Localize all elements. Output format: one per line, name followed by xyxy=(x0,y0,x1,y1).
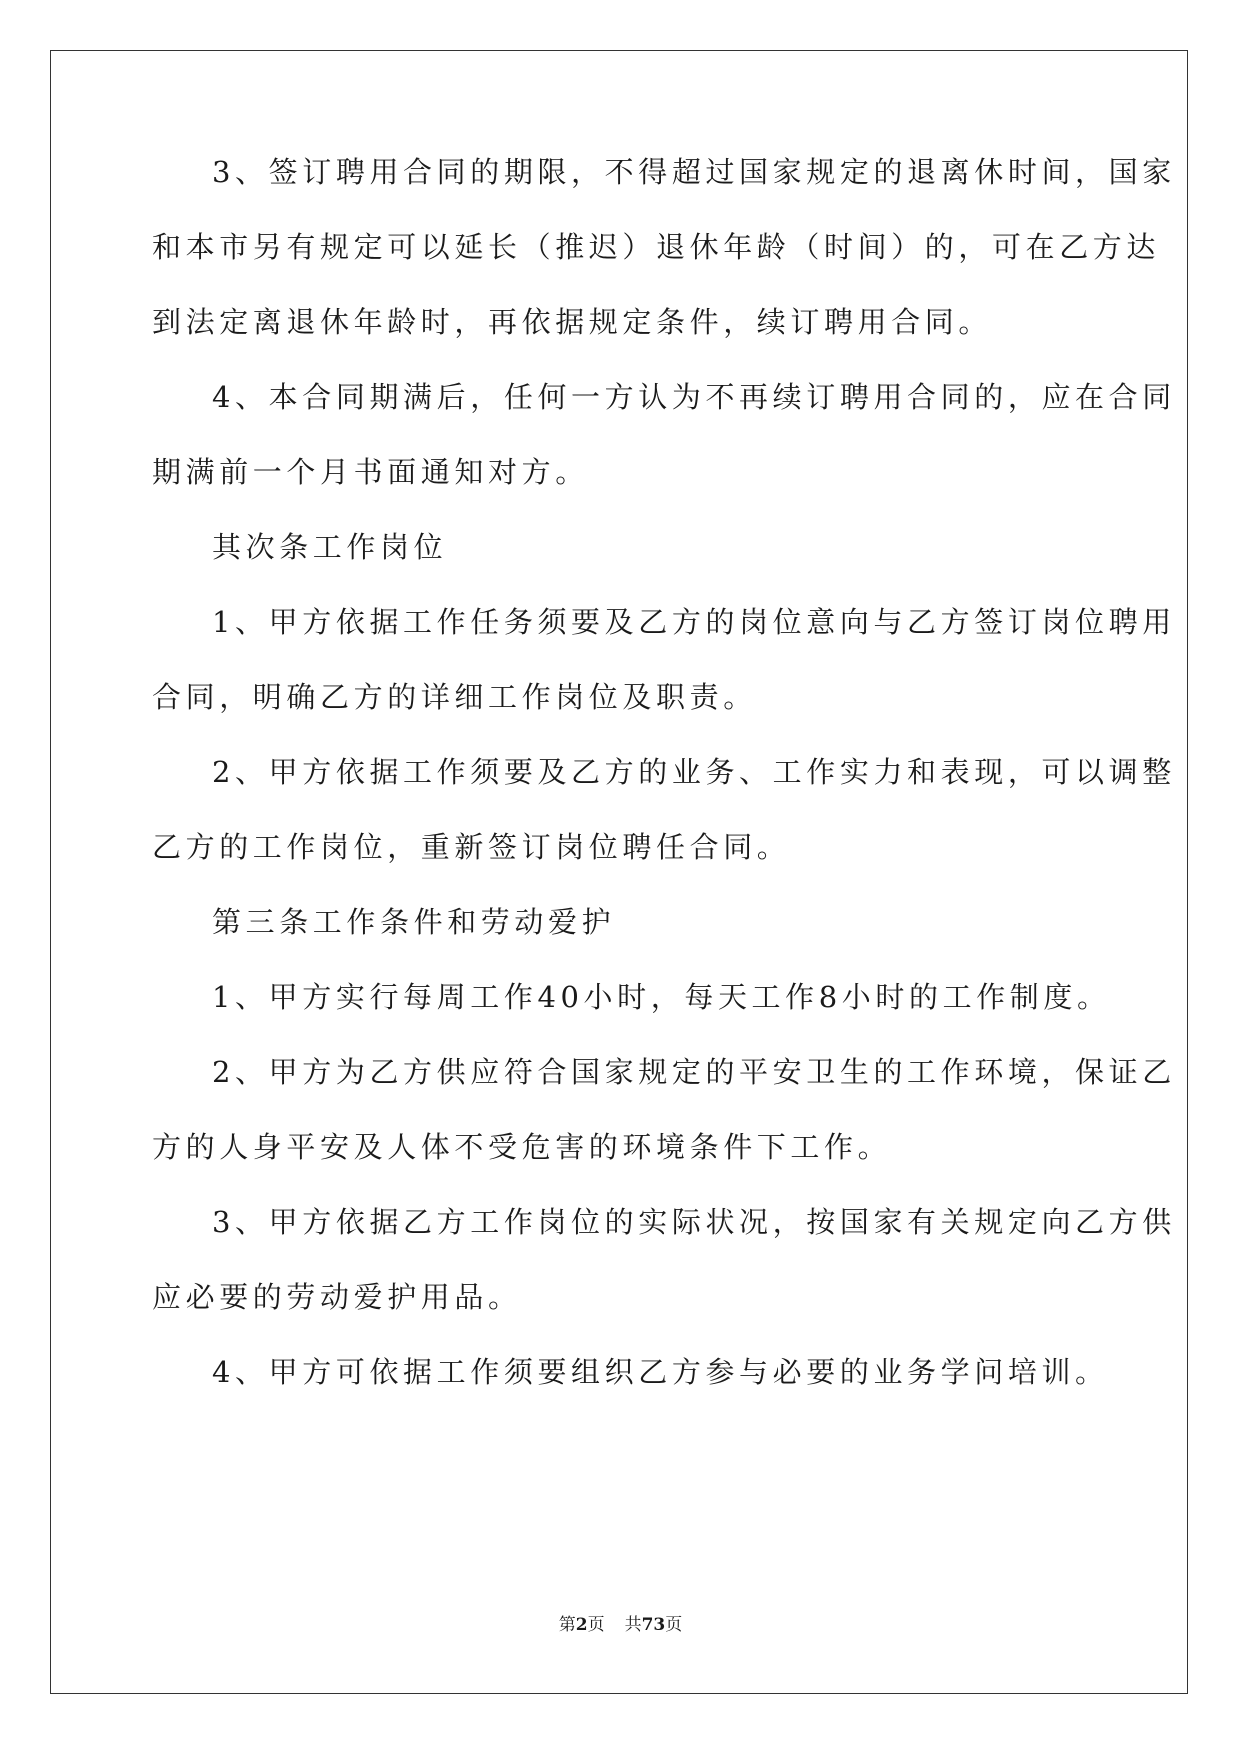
paragraph-line: 3、甲方依据乙方工作岗位的实际状况，按国家有关规定向乙方供 xyxy=(212,1205,1176,1239)
paragraph-line: 方的人身平安及人体不受危害的环境条件下工作。 xyxy=(152,1130,892,1164)
section-heading: 第三条工作条件和劳动爱护 xyxy=(212,905,616,939)
paragraph-line: 4、本合同期满后，任何一方认为不再续订聘用合同的，应在合同 xyxy=(212,380,1176,414)
paragraph-line: 到法定离退休年龄时，再依据规定条件，续订聘用合同。 xyxy=(152,305,993,339)
paragraph-line: 3、签订聘用合同的期限，不得超过国家规定的退离休时间，国家 xyxy=(212,155,1176,189)
paragraph-line: 合同，明确乙方的详细工作岗位及职责。 xyxy=(152,680,757,714)
total-label-suffix: 页 xyxy=(665,1615,683,1635)
page-label-prefix: 第 xyxy=(558,1615,576,1635)
total-label-prefix: 共 xyxy=(624,1615,642,1635)
paragraph-line: 应必要的劳动爱护用品。 xyxy=(152,1280,522,1314)
paragraph-line: 2、甲方为乙方供应符合国家规定的平安卫生的工作环境，保证乙 xyxy=(212,1055,1176,1089)
paragraph-line: 和本市另有规定可以延长（推迟）退休年龄（时间）的，可在乙方达 xyxy=(152,230,1161,264)
total-pages: 73 xyxy=(641,1615,666,1635)
paragraph-line: 期满前一个月书面通知对方。 xyxy=(152,455,589,489)
page-number: 2 xyxy=(575,1615,588,1635)
paragraph-line: 1、甲方实行每周工作40小时，每天工作8小时的工作制度。 xyxy=(212,980,1111,1014)
paragraph-line: 2、甲方依据工作须要及乙方的业务、工作实力和表现，可以调整 xyxy=(212,755,1176,789)
paragraph-line: 1、甲方依据工作任务须要及乙方的岗位意向与乙方签订岗位聘用 xyxy=(212,605,1176,639)
paragraph-line: 4、甲方可依据工作须要组织乙方参与必要的业务学问培训。 xyxy=(212,1355,1109,1389)
paragraph-line: 乙方的工作岗位，重新签订岗位聘任合同。 xyxy=(152,830,791,864)
page-label-suffix: 页 xyxy=(587,1615,605,1635)
section-heading: 其次条工作岗位 xyxy=(212,530,448,564)
page-border xyxy=(50,50,1188,1694)
page-footer xyxy=(0,1617,1241,1634)
